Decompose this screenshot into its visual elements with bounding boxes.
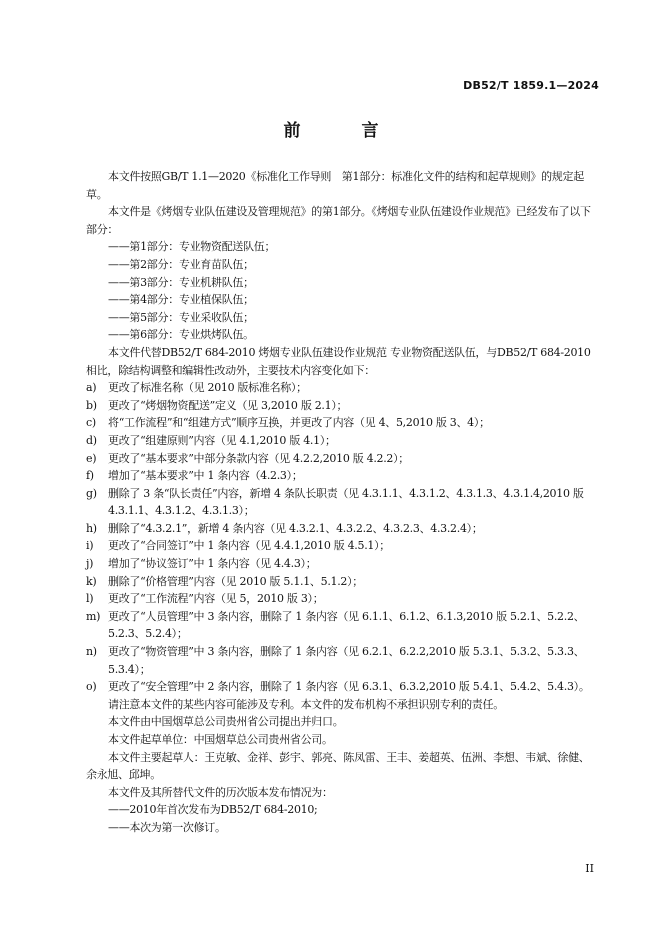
history-item: ——2010年首次发布为DB52/T 684-2010; bbox=[108, 803, 318, 817]
change-marker: f) bbox=[86, 469, 94, 483]
change-marker: i) bbox=[86, 539, 94, 553]
change-marker: n) bbox=[86, 645, 97, 659]
change-item bbox=[86, 537, 598, 555]
change-marker: j) bbox=[86, 557, 94, 571]
change-marker: g) bbox=[86, 486, 97, 500]
change-text: 更改了“组建原则”内容（见 4.1,2010 版 4.1）； bbox=[108, 433, 336, 447]
change-item bbox=[86, 450, 598, 468]
change-text: 更改了“物资管理”中 3 条内容，删除了 1 条内容（见 6.2.1、6.2.2,2010 版 5.3.1、5.3.2、5.3.3、5.3.4）； bbox=[108, 645, 585, 676]
part-item: ——第3部分：专业机耕队伍； bbox=[108, 275, 254, 289]
part-item: ——第2部分：专业育苗队伍； bbox=[108, 257, 254, 271]
change-text: 更改了标准名称（见 2010 版标准名称）； bbox=[108, 381, 307, 395]
change-item bbox=[86, 555, 598, 573]
change-item bbox=[86, 643, 598, 678]
change-text: 更改了“工作流程”内容（见 5，2010 版 3）； bbox=[108, 592, 324, 606]
change-item bbox=[86, 608, 598, 643]
change-marker: c) bbox=[86, 416, 96, 430]
change-marker: o) bbox=[86, 680, 97, 694]
change-item bbox=[86, 414, 598, 432]
change-text: 将“工作流程”和“组建方式”顺序互换，并更改了内容（见 4、5,2010 版 3、4）； bbox=[108, 416, 490, 430]
closing-paragraph: 请注意本文件的某些内容可能涉及专利。本文件的发布机构不承担识别专利的责任。 bbox=[108, 697, 504, 711]
change-text: 增加了“基本要求”中 1 条内容（4.2.3）； bbox=[108, 469, 303, 483]
change-marker: m) bbox=[86, 609, 101, 623]
page-number: II bbox=[585, 862, 594, 875]
change-text: 增加了“协议签订”中 1 条内容（见 4.4.3）； bbox=[108, 557, 317, 571]
change-item bbox=[86, 397, 598, 415]
change-item bbox=[86, 467, 598, 485]
change-marker: l) bbox=[86, 592, 94, 606]
document-body bbox=[86, 168, 598, 837]
change-item bbox=[86, 678, 598, 696]
part-item: ——第5部分：专业采收队伍； bbox=[108, 310, 254, 324]
part-item: ——第1部分：专业物资配送队伍； bbox=[108, 240, 276, 254]
closing-paragraph: 本文件由中国烟草总公司贵州省公司提出并归口。 bbox=[108, 715, 344, 729]
change-item bbox=[86, 590, 598, 608]
change-text: 更改了“基本要求”中部分条款内容（见 4.2.2,2010 版 4.2.2）； bbox=[108, 451, 410, 465]
document-code: DB52/T 1859.1—2024 bbox=[463, 79, 599, 92]
replace-paragraph: 本文件代替DB52/T 684-2010 烤烟专业队伍建设作业规范 专业物资配送队伍，与DB52/T 684-2010相比，除结构调整和编辑性改动外，主要技术内容变化如下： bbox=[86, 345, 591, 377]
intro-paragraph: 本文件按照GB/T 1.1—2020《标准化工作导则 第1部分：标准化文件的结构和起草规则》的规定起草。 bbox=[86, 170, 584, 201]
history-item: ——本次为第一次修订。 bbox=[108, 820, 226, 834]
change-marker: a) bbox=[86, 381, 97, 395]
change-text: 更改了“人员管理”中 3 条内容，删除了 1 条内容（见 6.1.1、6.1.2、6.1.3,2010 版 5.2.1、5.2.2、5.2.3、5.2.4）； bbox=[108, 609, 585, 641]
page-title: 前 言 bbox=[283, 121, 401, 141]
part-item: ——第6部分：专业烘烤队伍。 bbox=[108, 328, 254, 342]
closing-paragraph: 本文件起草单位：中国烟草总公司贵州省公司。 bbox=[108, 733, 333, 746]
change-marker: h) bbox=[86, 521, 97, 535]
change-item bbox=[86, 432, 598, 450]
drafters-paragraph: 本文件主要起草人：王克敏、金祥、彭宇、郭亮、陈凤雷、王丰、姜超英、伍洲、李想、韦斌、徐健、余永旭、邱坤。 bbox=[86, 750, 590, 782]
change-text: 删除了 3 条“队长责任”内容，新增 4 条队长职责（见 4.3.1.1、4.3.1.2、4.3.1.3、4.3.1.4,2010 版 4.3.1.1、4.3.1.2、4.3.1.3）； bbox=[108, 486, 584, 518]
change-marker: k) bbox=[86, 574, 97, 588]
change-text: 删除了“价格管理”内容（见 2010 版 5.1.1、5.1.2）； bbox=[108, 574, 364, 588]
change-marker: b) bbox=[86, 398, 97, 412]
change-item bbox=[86, 573, 598, 591]
change-marker: d) bbox=[86, 433, 97, 447]
intro-paragraph: 本文件是《烤烟专业队伍建设及管理规范》的第1部分。《烤烟专业队伍建设作业规范》已经发布了以下部分： bbox=[86, 205, 591, 236]
change-text: 更改了“烤烟物资配送”定义（见 3,2010 版 2.1）； bbox=[108, 398, 348, 412]
change-item bbox=[86, 520, 598, 538]
change-item bbox=[86, 485, 598, 520]
closing-paragraph: 本文件及其所替代文件的历次版本发布情况为： bbox=[108, 785, 333, 799]
change-text: 更改了“合同签订”中 1 条内容（见 4.4.1,2010 版 4.5.1）； bbox=[108, 539, 390, 553]
change-text: 更改了“安全管理”中 2 条内容，删除了 1 条内容（见 6.3.1、6.3.2,2010 版 5.4.1、5.4.2、5.4.3）。 bbox=[108, 680, 590, 694]
change-text: 删除了“4.3.2.1”，新增 4 条内容（见 4.3.2.1、4.3.2.2、4.3.2.3、4.3.2.4）； bbox=[108, 521, 483, 535]
change-item bbox=[86, 379, 598, 397]
change-marker: e) bbox=[86, 451, 97, 465]
part-item: ——第4部分：专业植保队伍； bbox=[108, 293, 254, 307]
